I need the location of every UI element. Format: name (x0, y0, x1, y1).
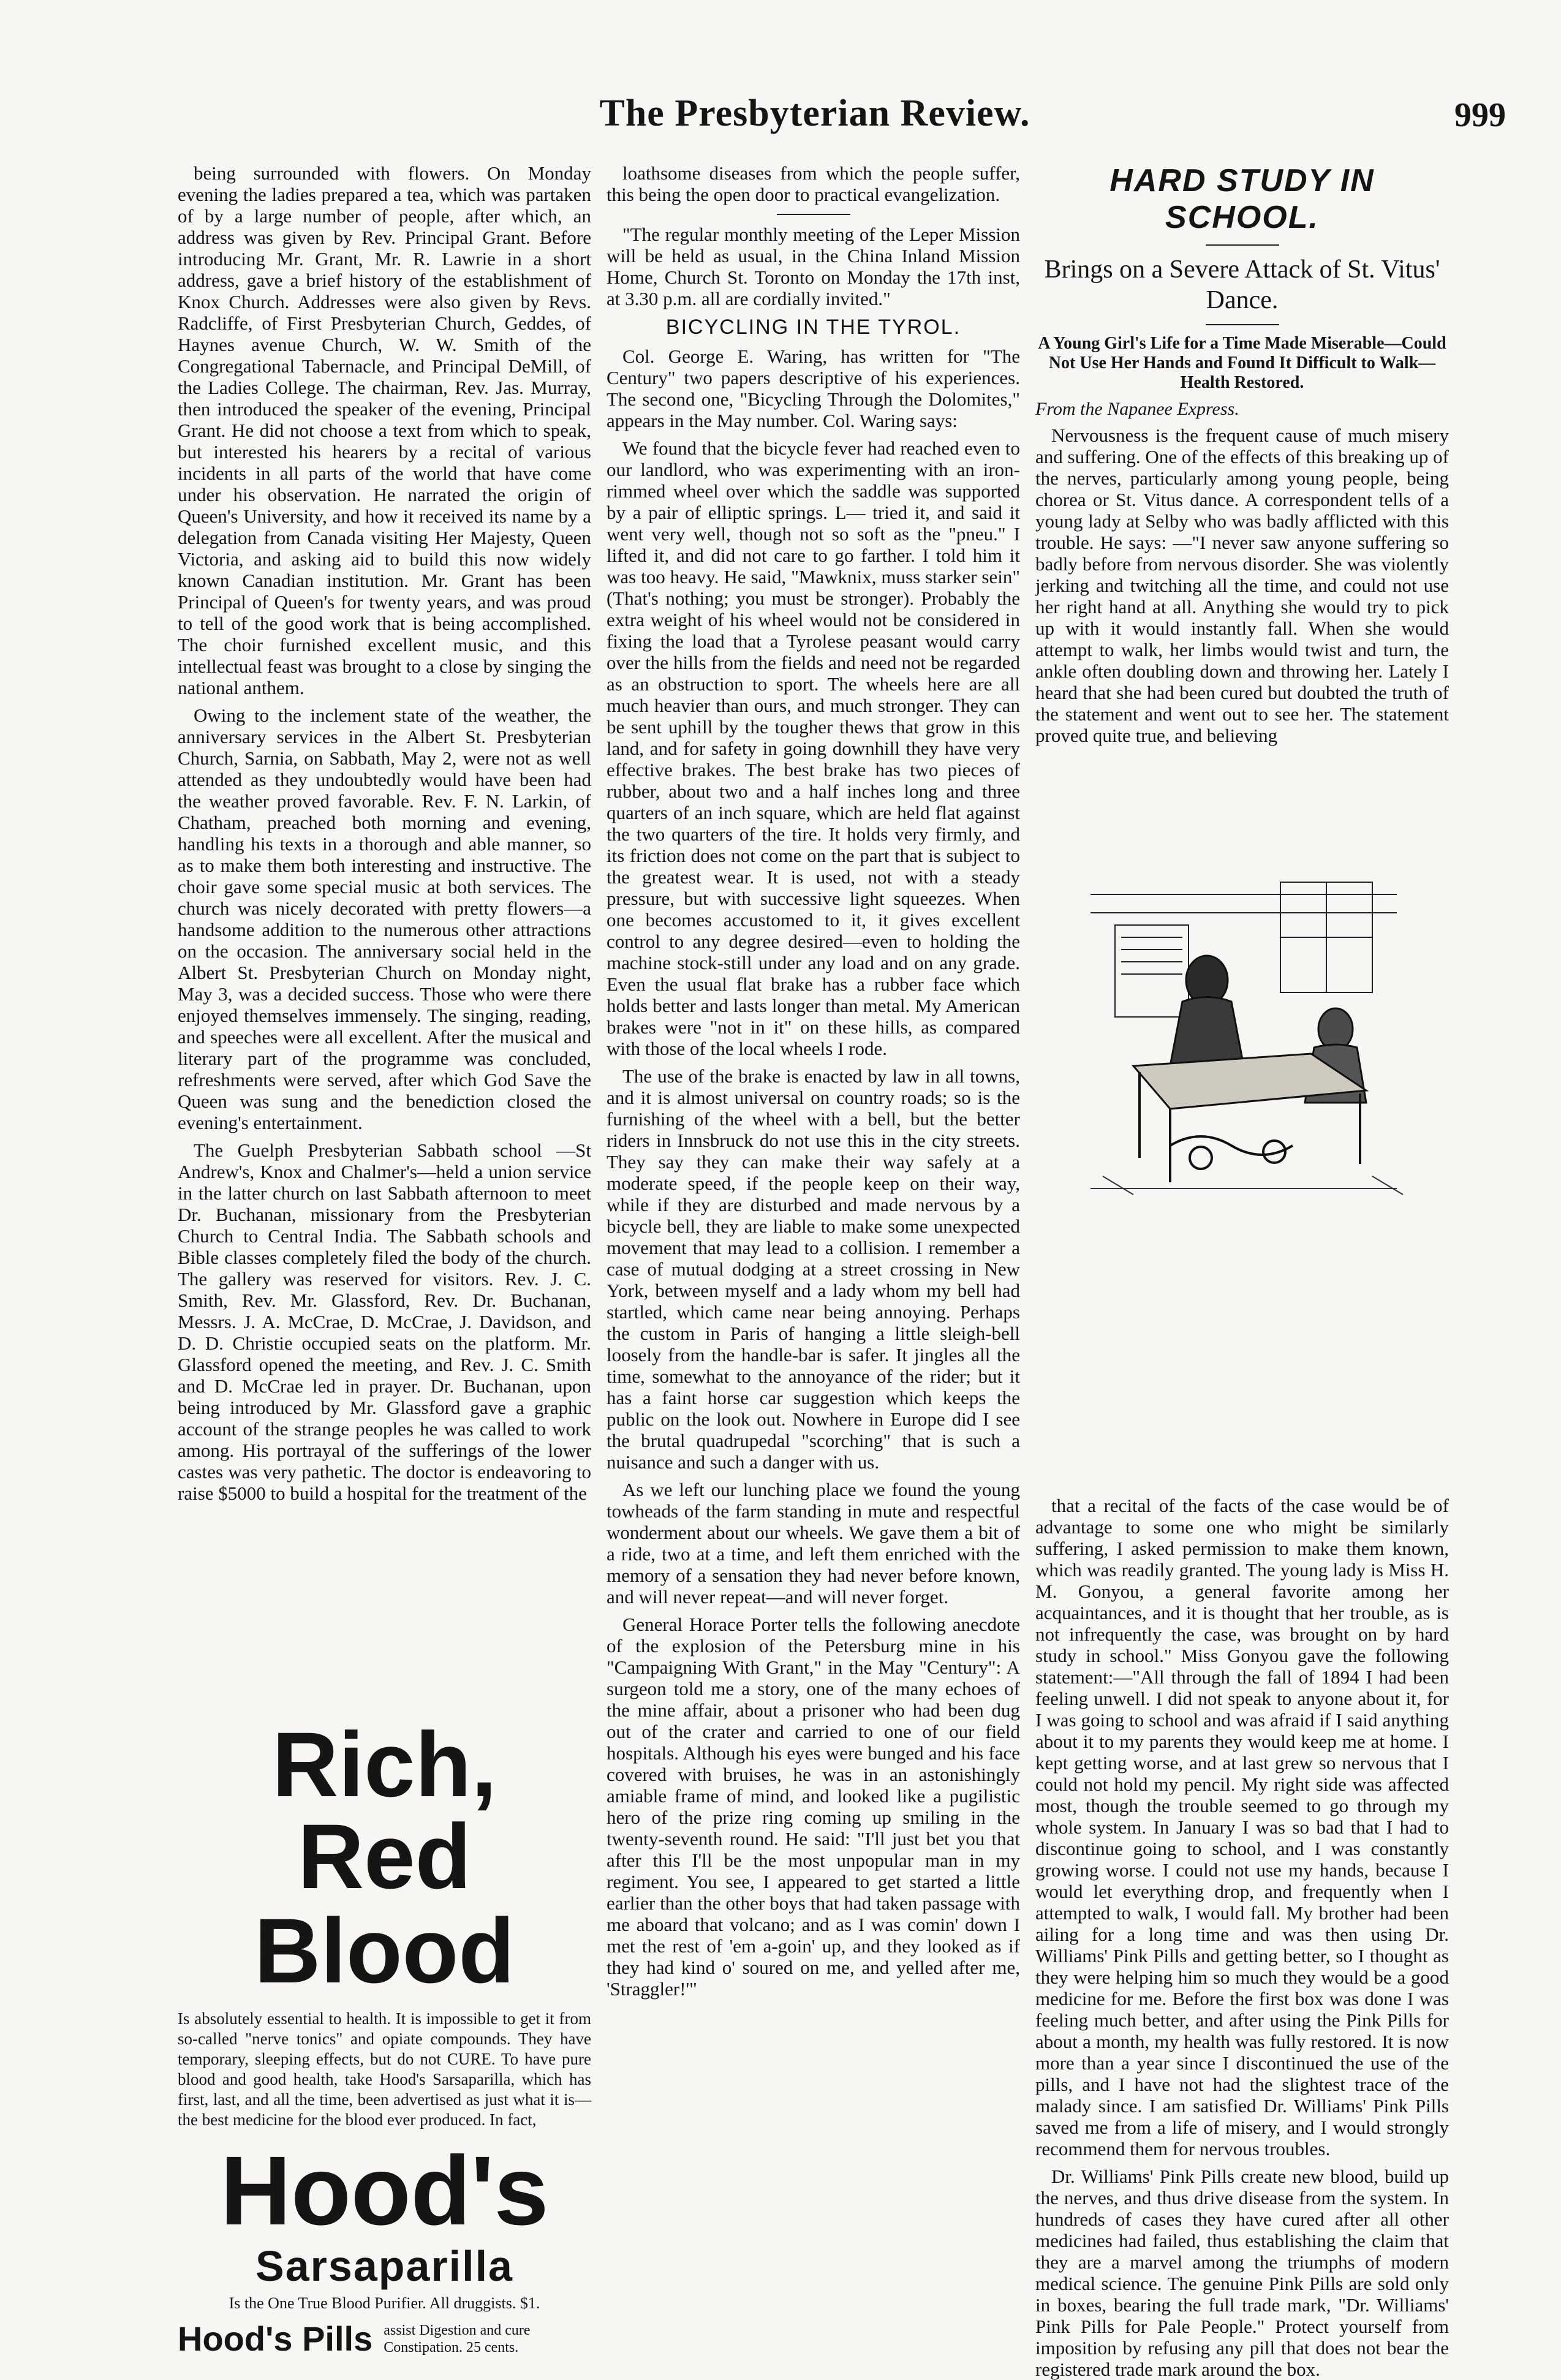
article-paragraph: The Guelph Presbyterian Sabbath school —St Andrew's, Knox and Chalmer's—held a union service in the latter church on last Sabbath afternoon to meet Dr. Buchanan, missionary from the Presbyterian Church to Central India. The Sabbath schools and Bible classes completely filed the body of the church. The gallery was reserved for visitors. Rev. J. C. Smith, Rev. Mr. Glassford, Rev. Dr. Buchanan, Messrs. J. A. McCrae, D. McCrae, J. Davidson, and D. D. Christie occupied seats on the platform. Mr. Glassford opened the meeting, and Rev. J. C. Smith and D. McCrae led in prayer. Dr. Buchanan, upon being introduced by Mr. Glassford gave a graphic account of the strange peoples he was called to work among. His portrayal of the sufferings of the lower castes was very pathetic. The doctor is endeavoring to raise $5000 to build a hospital for the treatment of the (178, 1139, 591, 1504)
article-paragraph: that a recital of the facts of the case would be of advantage to some one who might be similarly suffering, I asked permission to make them known, which was readily granted. The young lady is Miss H. M. Gonyou, a general favorite among her acquaintances, and it is thought that her trouble, as is not infrequently the case, was brought on by hard study in school." Miss Gonyou gave the following statement:—"All through the fall of 1894 I had been feeling unwell. I did not speak to anyone about it, for I was going to school and was afraid if I said anything about it to my parents they would keep me at home. I kept getting worse, and at last grew so nervous that I could not hold my pencil. My right side was affected most, though the trouble seemed to go through my whole system. In January I was so bad that I had to discontinue going to school, and I was constantly growing worse. I could not use my hands, because I would let everything drop, and frequently when I attempted to walk, I would fall. My brother had been ailing for a long time and was then using Dr. Williams' Pink Pills and getting better, so I thought as they were helping him so much they would be a good medicine for me. Before the first box was done I was feeling much better, and after using the Pink Pills for about a month, my health was fully restored. It is now more than a year since I discontinued the use of the pills, and I have not had the slightest trace of the malady since. I am satisfied Dr. Williams' Pink Pills saved me from a life of misery, and I would strongly recommend them for nervous troubles. (1035, 1495, 1449, 2159)
ad-brand-name: Hood's (220, 2136, 549, 2245)
article-paragraph: The use of the brake is enacted by law in all towns, and it is almost universal on country roads; so is the furnishing of the wheel with a bell, but the better riders in Innsbruck do not use this in the city streets. They say they can make their way safely at a moderate speed, if the people keep on their way, while if they are disturbed and made nervous by a bicycle bell, they are liable to make some unexpected movement that may lead to a collision. I remember a case of mutual dodging at a street crossing in New York, between myself and a lady whom my bell had startled, which came near being annoying. Perhaps the custom in Paris of hanging a little sleigh-bell loosely from the handle-bar is safer. It jingles all the time, somewhat to the annoyance of the rider; but it has a faint horse car suggestion which keeps the public on the look out. Nowhere in Europe did I see the brutal quadrupedal "scorching" that is such a nuisance and such a danger with us. (607, 1065, 1020, 1473)
ad-pills-description (384, 2322, 530, 2356)
ad-pills-desc-line: Constipation. 25 cents. (384, 2339, 519, 2355)
ad-headline: Blood (254, 1899, 515, 2002)
article-paragraph: We found that the bicycle fever had reached even to our landlord, who was experimenting with an iron-rimmed wheel over which the saddle was supported by a pair of elliptic springs. L— tried it, and said it went very well, though not so soft as the "pneu." I lifted it, and did not care to go farther. I told him it was too heavy. He said, "Mawknix, muss starker sein" (That's nothing; you must be stronger). Probably the extra weight of his wheel would not be considered in fixing the load that a Tyrolese peasant would carry over the hills from the fields and need not be regarded as an obstruction to sport. The wheels here are all much heavier than ours, and much stronger. They can be sent uphill by the tougher thews that grow in this land, and for safety in going downhill they have very effective brakes. The best brake has two pieces of rubber, about two and a half inches long and three quarters of an inch square, which are held flat against the two quarters of the tire. It holds very firmly, and its friction does not come on the part that is subject to the greatest wear. It is used, not with a steady pressure, but with successive light squeezes. When one becomes accustomed to it, it gives excellent control to any degree desired—even to holding the machine stock-still under any load and on any grade. Even the usual flat brake has a rubber face which holds better and lasts longer than metal. My American brakes were "not in it" on these hills, as compared with those of the local wheels I rode. (607, 437, 1020, 1059)
ad-tagline: Is the One True Blood Purifier. All druggists. $1. (229, 2294, 540, 2312)
article-paragraph: Owing to the inclement state of the weather, the anniversary services in the Albert St. Presbyterian Church, Sarnia, on Sabbath, May 2, were not as well attended as they undoubtedly would have been had the weather proved favorable. Rev. F. N. Larkin, of Chatham, preached both morning and evening, handling his texts in a thorough and able manner, so as to make them both interesting and instructive. The choir gave some special music at both services. The church was nicely decorated with pretty flowers—a handsome addition to the numerous other attractions on the occasion. The anniversary social held in the Albert St. Presbyterian Church on Monday night, May 3, was a decided success. Those who were there enjoyed themselves immensely. The singing, reading, and speeches were all excellent. After the musical and literary part of the programme was concluded, refreshments were served, after which God Save the Queen was sung and the benediction closed the evening's entertainment. (178, 705, 591, 1133)
article-paragraph: General Horace Porter tells the following anecdote of the explosion of the Petersburg mine in his "Campaigning With Grant," in the May "Century": A surgeon told me a story, one of the many echoes of the mine affair, about a prisoner who had been dug out of the crater and carried to one of our field hospitals. Although his eyes were bunged and his face covered with bruises, he was in an astonishingly amiable frame of mind, and looked like a pugilistic hero of the prize ring coming up smiling in the twenty-seventh round. He said: "I'll just bet you that after this I'll be the most unpopular man in my regiment. You see, I appeared to get started a little earlier than the other boys that had taken passage with me aboard that volcano; and as I was comin' down I met the rest of 'em a-goin' up, and they looked as if they had kind o' soured on me, and yelled after me, 'Straggler!'" (607, 1614, 1020, 2000)
article-paragraph: Dr. Williams' Pink Pills create new blood, build up the nerves, and thus drive disease from the system. In hundreds of cases they have cured after all other medicines had failed, thus establishing the claim that they are a marvel among the triumphs of modern medical science. The genuine Pink Pills are sold only in boxes, bearing the full trade mark, "Dr. Williams' Pink Pills for Pale People." Protect yourself from imposition by refusing any pill that does not bear the registered trade mark around the box. (1035, 2166, 1449, 2380)
column-1 (178, 162, 591, 1725)
article-subheadline: Brings on a Severe Attack of St. Vitus' Dance. (1044, 255, 1440, 314)
divider (777, 214, 850, 215)
column-3-continued (1035, 1495, 1449, 2380)
hoods-sarsaparilla-advertisement (178, 1713, 591, 2358)
article-paragraph: As we left our lunching place we found the young towheads of the farm standing in mute and respectful wonderment about our wheels. We gave them a bit of a ride, two at a time, and left them enriched with the memory of a sensation they had never before known, and will never repeat—and will never forget. (607, 1479, 1020, 1607)
column-2 (607, 162, 1020, 2343)
article-headline: HARD STUDY IN SCHOOL. (1109, 163, 1375, 235)
divider (1206, 244, 1279, 246)
ad-pills-line (178, 2319, 591, 2359)
ad-body-text: Is absolutely essential to health. It is impossible to get it from so-called "nerve tonics" and opiate compounds. They have temporary, sleeping effects, but do not CURE. To have pure blood and good health, take Hood's Sarsaparilla, which has first, last, and all the time, been advertised as just what it is—the best medicine for the blood ever produced. In fact, (178, 2009, 591, 2129)
article-source: From the Napanee Express. (1035, 399, 1239, 419)
article-paragraph: Col. George E. Waring, has written for "The Century" two papers descriptive of his experiences. The second one, "Bicycling Through the Dolomites," appears in the May number. Col. Waring says: (607, 346, 1020, 431)
article-paragraph: loathsome diseases from which the people suffer, this being the open door to practical evangelization. (607, 162, 1020, 205)
notice-paragraph: "The regular monthly meeting of the Leper Mission will be held as usual, in the China Inland Mission Home, Church St. Toronto on Monday the 17th inst, at 3.30 p.m. all are cordially invited." (607, 224, 1020, 309)
publication-title: The Presbyterian Review. (599, 93, 1030, 134)
article-paragraph: Nervousness is the frequent cause of much misery and suffering. One of the effects of this breaking up of the nerves, particularly among young people, being chorea or St. Vitus dance. A correspondent tells of a young lady at Selby who was badly afflicted with this trouble. He says: —"I never saw anyone suffering so badly before from nervous disorder. She was violently jerking and twitching all the time, and could not use her right hand at all. Anything she would try to pick up with it would instantly fall. When she would attempt to walk, her limbs would twist and turn, the ankle often doubling down and throwing her. Lately I heard that she had been cured but doubted the truth of the statement and went out to see her. The statement proved quite true, and believing (1035, 425, 1449, 746)
divider (1206, 324, 1279, 325)
article-paragraph: being surrounded with flowers. On Monday evening the ladies prepared a tea, which was partaken of by a large number of people, after which, an address was given by Rev. Principal Grant. Before introducing Mr. Grant, Mr. R. Lawrie in a short address, gave a brief history of the establishment of Knox Church. Addresses were also given by Revs. Radcliffe, of First Presbyterian Church, Geddes, of Haynes avenue Church, W. W. Smith of the Congregational Tabernacle, and Principal DeMill, of the Ladies College. The chairman, Rev. Jas. Murray, then introduced the speaker of the evening, Principal Grant. He did not choose a text from which to speak, but interested his hearers by a recital of various incidents in all parts of the world that have come under his observation. He narrated the origin of Queen's University, and how it received its name by a delegation from Canada visiting Her Majesty, Queen Victoria, and asking aid to build this now widely known Canadian institution. Mr. Grant has been Principal of Queen's for twenty years, and was proud to tell of the good work that is being accomplished. The choir furnished excellent music, and this intellectual feast was brought to a close by singing the national anthem. (178, 162, 591, 698)
ad-pills-desc-line: assist Digestion and cure (384, 2322, 531, 2338)
ad-product-name: Sarsaparilla (255, 2242, 513, 2290)
article-deck: A Young Girl's Life for a Time Made Miserable—Could Not Use Her Hands and Found It Difficult to Walk—Health Restored. (1038, 334, 1446, 392)
ad-headline: Rich, Red (272, 1713, 497, 1908)
schoolroom-illustration (1078, 870, 1409, 1201)
section-heading: BICYCLING IN THE TYROL. (665, 315, 961, 339)
column-3 (1035, 162, 1449, 867)
ad-pills-name: Hood's Pills (178, 2319, 373, 2358)
page-header (0, 92, 1561, 141)
page-number: 999 (1454, 96, 1506, 134)
